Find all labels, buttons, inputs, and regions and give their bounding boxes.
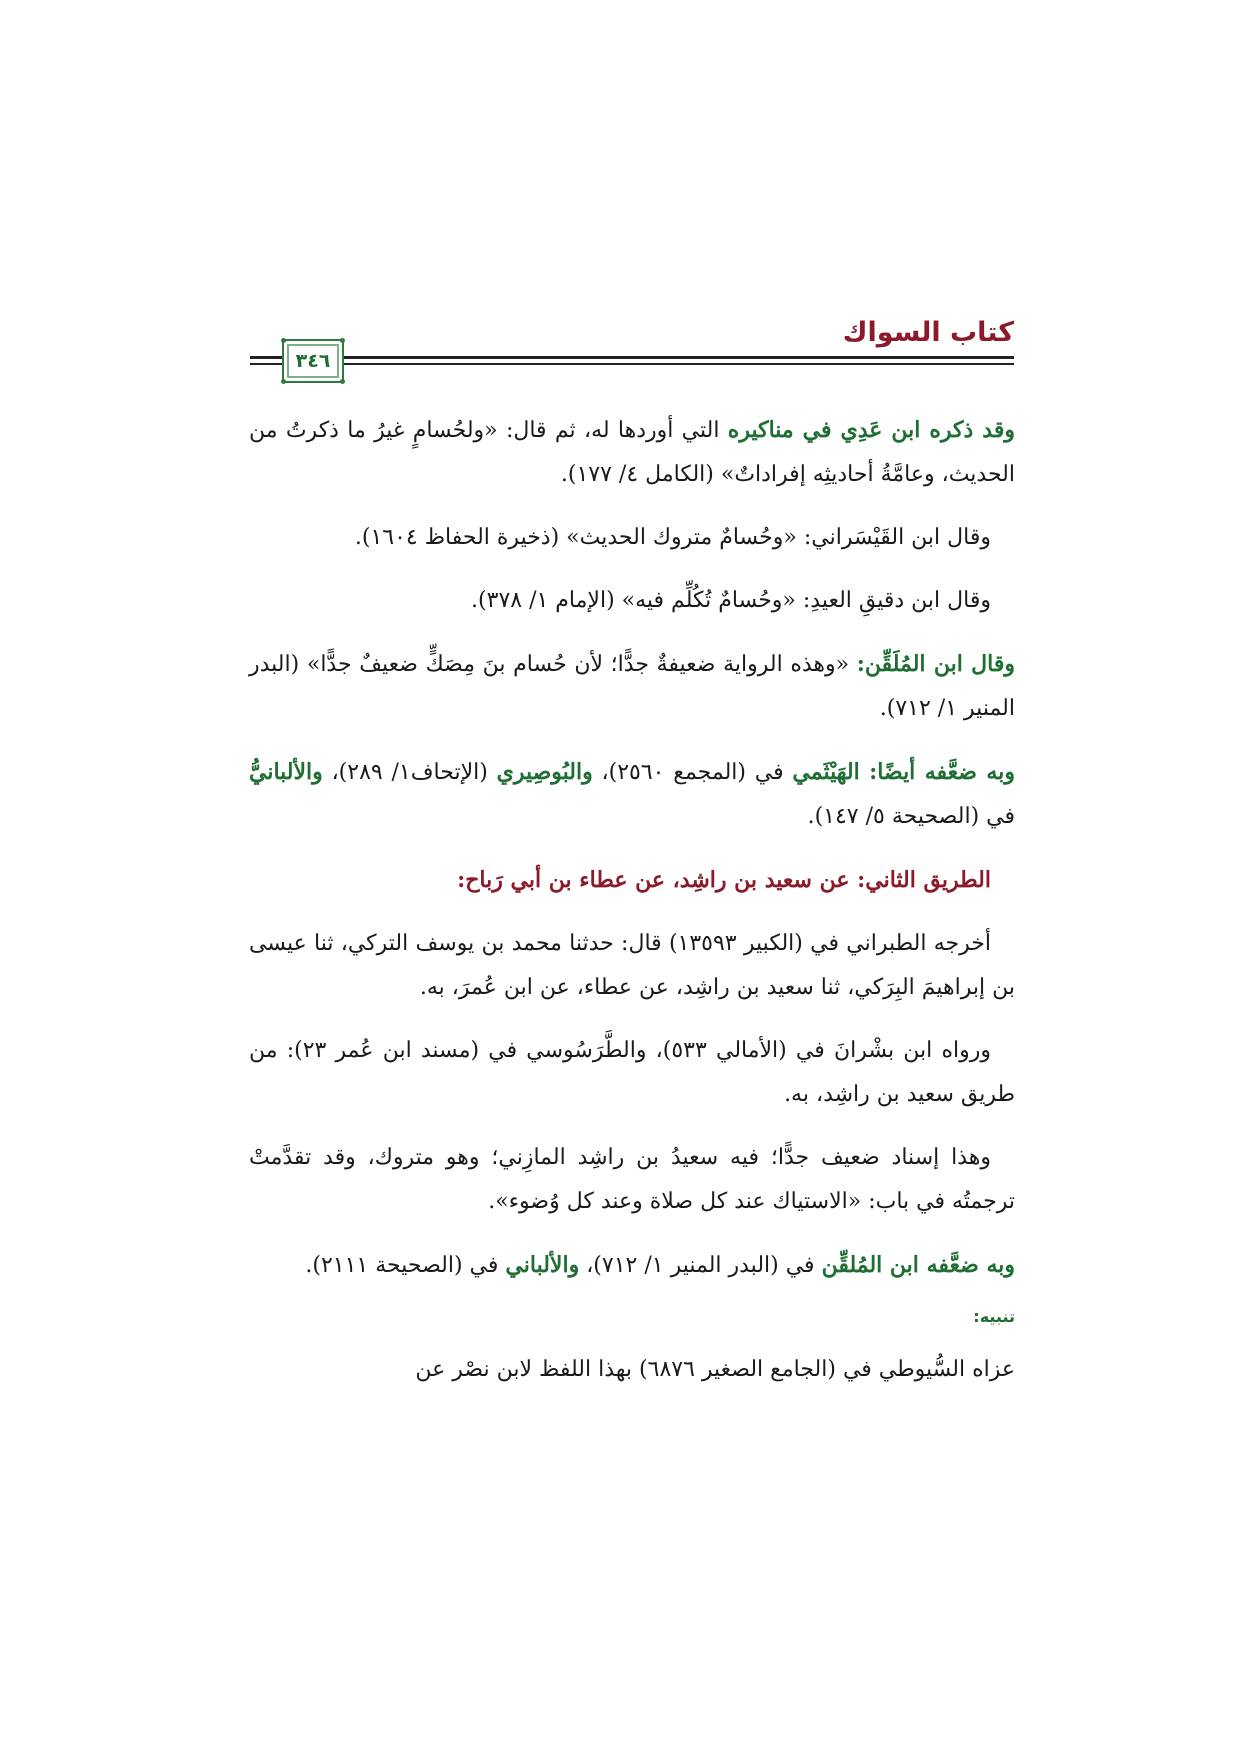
paragraph-1: [249, 408, 1015, 497]
paragraph-5-text-2: (الإتحاف١/ ٢٨٩)،: [322, 760, 497, 785]
paragraph-4: [249, 642, 1015, 731]
header-rule-thick: [250, 356, 1014, 359]
paragraph-3: وقال ابن دقيقِ العيدِ: «وحُسامٌ تُكُلِّم فيه» (الإمام ١/ ٣٧٨).: [471, 588, 991, 613]
paragraph-7: ورواه ابن بشْرانَ في (الأمالي ٥٣٣)، والطَّرَسُوسي في (مسند ابن عُمر ٢٣): من طريق سعيد بن راشِد، به.: [249, 1038, 1015, 1107]
badge-ornament-icon: [340, 338, 345, 343]
paragraph-1-text: التي أوردها له، ثم قال: «ولحُسامٍ غيرُ ما ذكرتُ من الحديث، وعامَّةُ أحاديثِه إفراداتٌ» (الكامل ٤/ ١٧٧).: [249, 418, 1015, 487]
badge-ornament-icon: [281, 379, 286, 384]
highlight-ibn-adi: وقد ذكره ابن عَدِي في مناكيره: [727, 417, 1015, 443]
badge-ornament-icon: [281, 338, 286, 343]
paragraph-9-text-1: في (البدر المنير ١/ ٧١٢)،: [579, 1253, 822, 1278]
highlight-busiri: والبُوصِيري: [496, 759, 593, 785]
highlight-haythami: وبه ضعَّفه أيضًا: الهَيْثَمي: [792, 759, 1015, 785]
page-header: [250, 318, 1014, 390]
paragraph-9-text-2: في (الصحيحة ٢١١١).: [305, 1253, 506, 1278]
paragraph-4-text: «وهذه الرواية ضعيفةٌ جدًّا؛ لأن حُسام بنَ مِصَكٍّ ضعيفٌ جدًّا» (البدر المنير ١/ ٧١٢).: [249, 652, 1015, 721]
page-content: [249, 408, 1015, 1411]
paragraph-2: وقال ابن القَيْسَراني: «وحُسامٌ متروك الحديث» (ذخيرة الحفاظ ١٦٠٤).: [354, 525, 991, 550]
note-heading: تنبيه:: [973, 1307, 1015, 1326]
paragraph-10: عزاه السُّيوطي في (الجامع الصغير ٦٨٧٦) بهذا اللفظ لابن نصْر عن: [415, 1357, 1015, 1382]
paragraph-6: أخرجه الطبراني في (الكبير ١٣٥٩٣) قال: حدثنا محمد بن يوسف التركي، ثنا عيسى بن إبراهيمَ البِرَكي، ثنا سعيد بن راشِد، عن عطاء، عن ابن عُمرَ، به.: [249, 931, 1015, 1000]
paragraph-5-text-1: في (المجمع ٢٥٦٠)،: [592, 760, 793, 785]
highlight-albani-2: والألباني: [505, 1252, 580, 1278]
paragraph-8: وهذا إسناد ضعيف جدًّا؛ فيه سعيدُ بن راشِد المازِني؛ وهو متروك، وقد تقدَّمتْ ترجمتُه في باب: «الاستياك عند كل صلاة وعند كل وُضوء».: [249, 1145, 1015, 1214]
page-number: ٣٤٦: [295, 350, 331, 372]
page-number-badge: [282, 339, 344, 383]
paragraph-5: [249, 750, 1015, 839]
section-heading-text: عن سعيد بن راشِد، عن عطاء بن أبي رَباح:: [457, 867, 858, 893]
book-title: كتاب السواك: [842, 317, 1014, 348]
badge-ornament-icon: [340, 379, 345, 384]
section-heading: [249, 858, 1015, 903]
highlight-ibn-mulaqqin: وقال ابن المُلَقِّن:: [856, 651, 1015, 677]
highlight-ibn-mulaqqin-2: وبه ضعَّفه ابن المُلقِّن: [821, 1252, 1015, 1278]
section-heading-label: الطريق الثاني:: [857, 867, 991, 893]
paragraph-5-text-3: في (الصحيحة ٥/ ١٤٧).: [807, 804, 1015, 829]
paragraph-9: [249, 1243, 1015, 1288]
highlight-albani: والألبانيُّ: [249, 759, 323, 785]
header-rule-thin: [250, 363, 1014, 365]
